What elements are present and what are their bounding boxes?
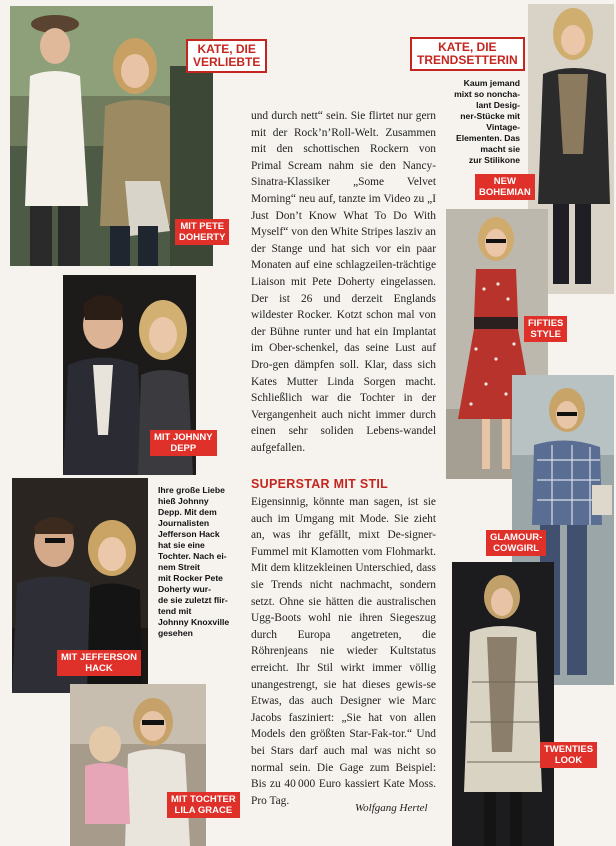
heading-kate-die-verliebte: KATE, DIE VERLIEBTE [186, 39, 267, 73]
tag-fifties-style: FIFTIES STYLE [524, 316, 567, 342]
article-paragraph-2: Eigensinnig, könnte man sagen, ist sie auch im Umgang mit Mode. Sie zieht an, was ihr gefällt, mixt De-signer-Fummel mit Klamotten vom Flohmarkt. Mit dem klitzekleinen Unterschied, dass sie Trends nicht nachmacht, sondern setzt. Ohne sie hätten die australischen Ugg-Boots wohl nie ihren Siegeszug durch Europa angetreten, die Röhrenjeans nie wieder Kultstatus erreicht. Ihr Stil wirkt immer völlig unangestrengt, sie hat dieses gewis-se Etwas, das auch Designer wie Marc Jacobs fasziniert: „Sie hat von allen Models den größten Star-Fak-tor.“ Und bei Stars darf auch mal was nicht so normal sein. Die Gage zum Beispiel: Bis zu 40 000 Euro kassiert Kate Moss. Pro Tag. [251, 496, 436, 807]
tag-johnny-depp: MIT JOHNNY DEPP [150, 430, 217, 456]
tag-new-bohemian: NEW BOHEMIAN [475, 174, 535, 200]
photo-twenties-look [452, 562, 554, 846]
tag-twenties-look: TWENTIES LOOK [540, 742, 597, 768]
article-paragraph-1: und durch nett“ sein. Sie flirtet nur gern mit der Rock’n’Roll-Welt. Zusammen mit den schottischen Rockern von Primal Scream nahm sie den Nancy-Sinatra-Klassiker „Some Velvet Morning“ neu auf, tanzte im Video zu „I Just Don’t Know What To Do With Myself“ von den White Stripes lasziv an der Stange und hat sich vor ein paar Monaten auf eine schlagzeilen-trächtige Liaison mit Pete Doherty eingelassen. Der ist 26 und derzeit Englands wildester Rocker. Kotzt schon mal von der Bühne runter und hat ein Implantat im Ober-schenkel, das seine Lust auf Dro-gen dämpfen soll. Klar, dass sich Kates Mutter Linda Sorgen macht. Schließlich war die Tochter in der Vergangenheit auch nicht immer durch einen sehr soliden Lebens-wandel aufgefallen. [251, 110, 436, 454]
caption-trendsetter: Kaum jemand mixt so noncha- lant Desig- ner-Stücke mit Vintage- Elementen. Das macht sie zur Stilikone [454, 78, 520, 165]
tag-lila-grace: MIT TOCHTER LILA GRACE [167, 792, 240, 818]
caption-love-life: Ihre große Liebe hieß Johnny Depp. Mit dem Journalisten Jefferson Hack hat sie eine Tochter. Nach ei- nem Streit mit Rocker Pete Doherty wur- de sie zuletzt flir- tend mit Johnny Knoxville gesehen [158, 485, 230, 638]
tag-pete-doherty: MIT PETE DOHERTY [175, 219, 229, 245]
tag-jefferson-hack: MIT JEFFERSON HACK [57, 650, 141, 676]
photo-lila-grace [70, 684, 206, 846]
heading-kate-die-trendsetterin: KATE, DIE TRENDSETTERIN [410, 37, 525, 71]
subheading-superstar: SUPERSTAR MIT STIL [251, 477, 389, 491]
tag-glamour-cowgirl: GLAMOUR- COWGIRL [486, 530, 546, 556]
author-signature: Wolfgang Hertel [355, 802, 428, 814]
